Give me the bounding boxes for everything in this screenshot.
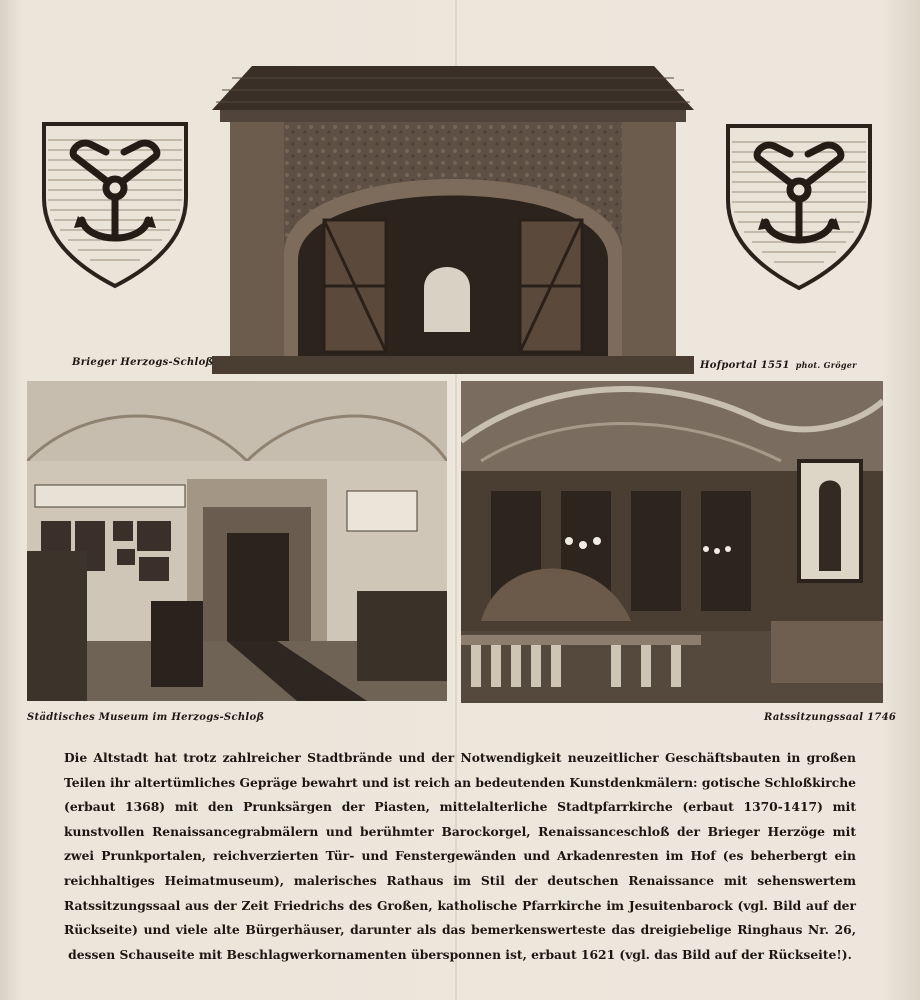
portal-caption-title: Hofportal 1551 [700,360,790,371]
coat-of-arms-right-icon [724,122,874,292]
description-paragraph: Die Altstadt hat trotz zahlreicher Stadtbrände und der Notwendigkeit neuzeitlicher Geschäftsbauten in großen Teilen ihr altertümliches Gepräge bewahrt und ist reich an bedeutenden Kunstdenkmälern: gotische Schloßkirche (erbaut 1368) mit den Prunksärgen der Piasten, mittelalterliche Stadtpfarrkirche (erbaut 1370-1417) mit kunstvollen Renaissancegrabmälern und berühmter Barockorgel, Renaissanceschloß der Brieger Herzöge mit zwei Prunkportalen, reichverzierten Tür- und Fenstergewänden und Arkadenresten im Hof (es beherbergt ein reichhaltiges Heimatmuseum), malerisches Rathaus im Stil der deutschen Renaissance mit sehenswertem Ratssitzungssaal aus der Zeit Friedrichs des Großen, katholische Pfarrkirche im Jesuitenbarock (vgl. Bild auf der Rückseite) und viele alte Bürgerhäuser, darunter als das bemerkenswerteste das dreigiebelige Ringhaus Nr. 26, dessen Schauseite mit Beschlagwerkornamenten übersponnen ist, erbaut 1621 (vgl. das Bild auf der Rückseite!). [64,750,856,962]
museum-caption: Städtisches Museum im Herzogs-Schloß [27,712,265,723]
coat-of-arms-left-icon [40,120,190,290]
council-hall-photo [461,381,883,703]
council-hall-caption: Ratssitzungssaal 1746 [764,712,897,723]
photographer-credit: phot. Gröger [795,360,857,370]
portal-photo [212,64,694,374]
museum-photo [27,381,447,701]
portal-caption [700,360,857,371]
castle-caption: Brieger Herzogs-Schloß [72,357,214,368]
